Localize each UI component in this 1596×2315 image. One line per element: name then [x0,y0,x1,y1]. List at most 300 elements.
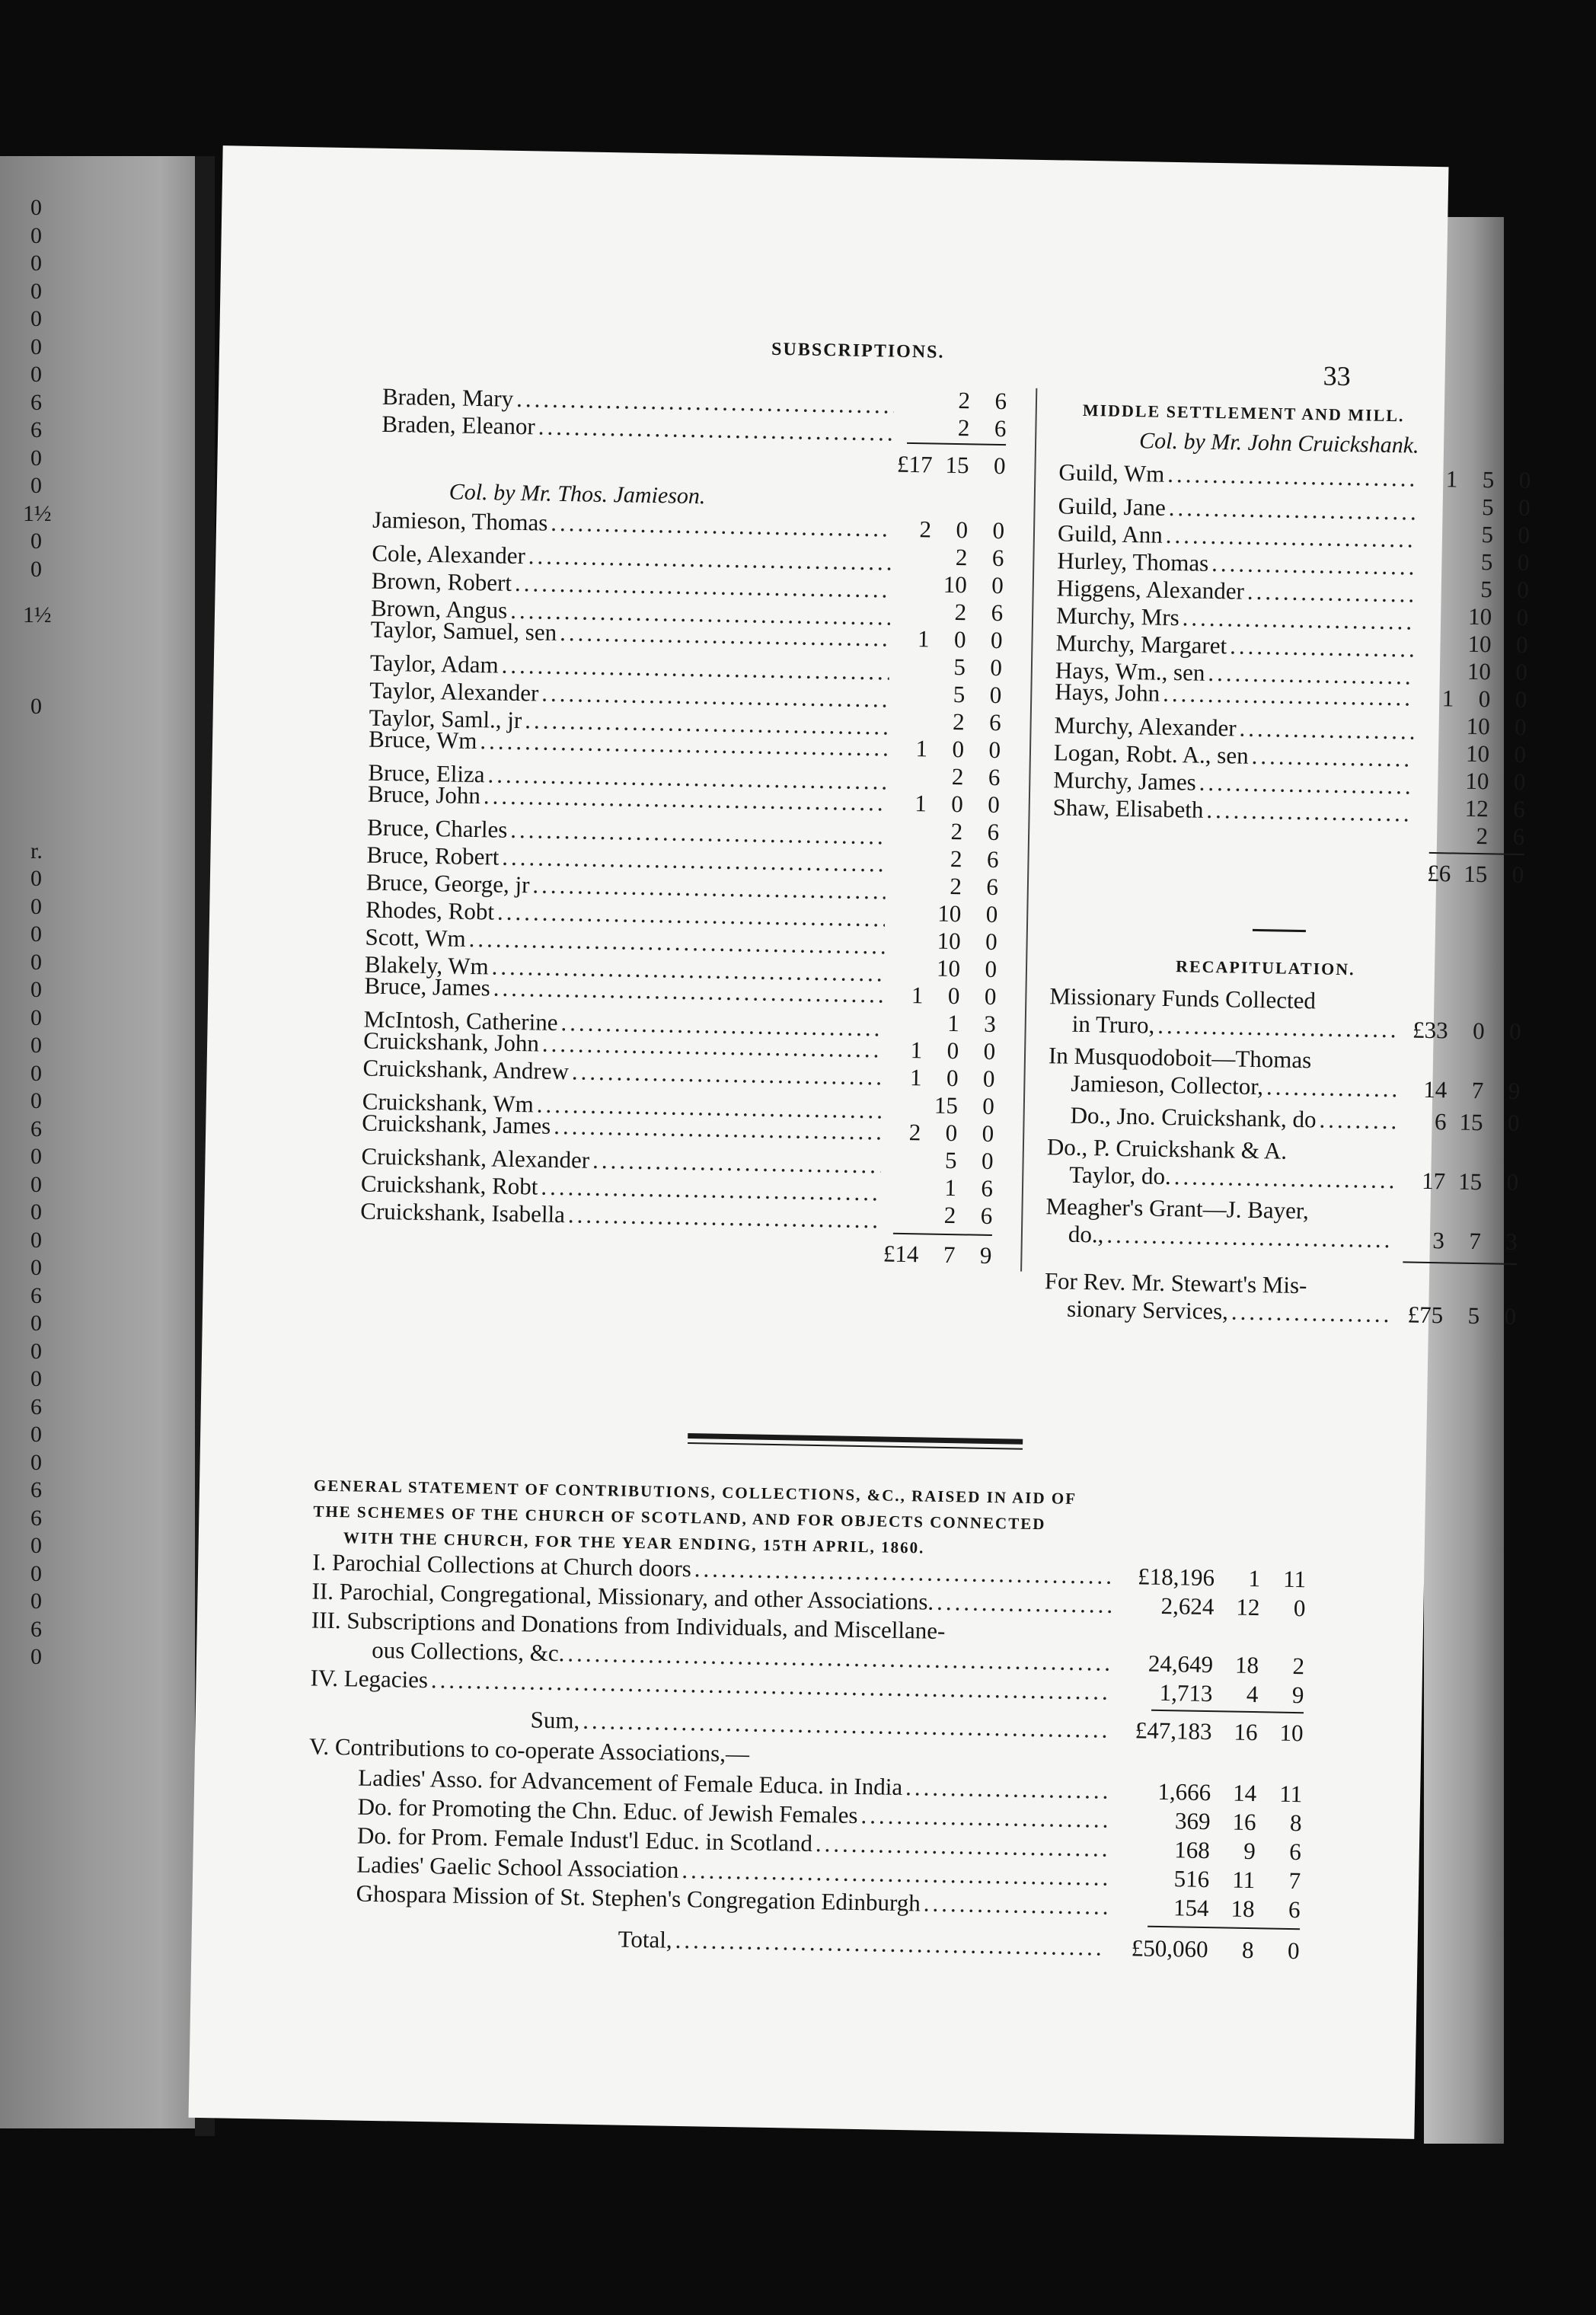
pence [1259,1644,1305,1645]
margin-figure: 6 [30,1282,42,1308]
statement-amount [1109,1893,1301,1924]
pounds: 1 [1445,465,1458,493]
pence: 0 [991,571,1004,599]
previous-page [0,156,202,2128]
pence: 0 [988,736,1001,764]
shillings: 12 [1236,1593,1260,1621]
entry-name: Hays, John [1055,678,1160,707]
margin-figure: 0 [30,1227,42,1253]
pounds [887,927,924,955]
shillings: 0 [956,516,969,544]
pounds [894,543,931,571]
statement-amount [1110,1864,1301,1895]
pence: 6 [988,708,1001,736]
section-heading: RECAPITULATION. [1175,956,1355,979]
pounds [1415,822,1452,850]
shillings: 2 [950,817,963,845]
entry-name: Cruickshank, Wm [362,1087,535,1118]
shillings: 10 [937,899,962,928]
margin-figure: 0 [30,1589,42,1614]
total-amount [879,450,1006,480]
pence: 2 [1292,1652,1305,1680]
pounds [889,845,926,873]
pounds: 2,624 [1160,1592,1215,1620]
leader-dots [923,1890,1106,1921]
entry-name: Cruickshank, James [362,1109,551,1139]
shillings: 1 [944,1173,957,1202]
entry-amount [889,872,999,902]
leader-dots [816,1830,1109,1863]
leader-dots [937,1589,1112,1619]
pounds: 6 [1434,1108,1447,1135]
pounds: £6 [1426,859,1451,887]
shillings: 8 [1241,1936,1254,1964]
pence: 6 [986,845,999,873]
shillings: 10 [1465,739,1490,768]
statement-amount [1113,1678,1304,1709]
pounds [1418,657,1455,685]
shillings: 15 [1463,860,1488,888]
pence: 0 [982,1119,994,1148]
statement-label: Total, [618,1925,673,1953]
pounds [894,570,931,599]
pounds: 24,649 [1148,1649,1214,1678]
pounds [886,1009,923,1037]
entry-name: Bruce, Eliza [368,758,485,788]
pence: 0 [1518,521,1531,549]
pounds [887,954,924,982]
recap-line: In Musquodoboit—Thomas [1048,1042,1312,1074]
entry-amount [1418,657,1528,687]
shillings: 9 [1243,1837,1256,1865]
shillings [1214,1643,1259,1644]
entry-name: Murchy, Mrs [1055,602,1180,631]
recap-amount [1400,1016,1521,1046]
pounds: 2 [919,516,932,543]
statement-amount [1111,1806,1302,1837]
pounds [1418,630,1455,658]
shillings: 2 [951,762,964,790]
pounds [893,598,930,626]
pounds [896,414,934,442]
shillings: 2 [1476,822,1489,850]
statement-label: V. Contributions to co-operate Associations,— [308,1732,750,1767]
margin-figure: 6 [30,1505,42,1531]
leader-dots [1319,1106,1396,1135]
grand-total-row [618,1926,1299,1965]
pence: 0 [1293,1594,1306,1622]
entry-amount [883,1173,994,1202]
pence: 0 [1516,603,1529,631]
shillings: 0 [946,1064,959,1092]
pounds: £18,196 [1138,1563,1215,1592]
entry-amount [1420,520,1531,550]
entry-amount [889,817,1000,847]
entry-name: Murchy, Alexander [1054,711,1237,742]
entry-amount [886,1009,996,1039]
pence: 0 [1514,740,1527,768]
pence: 6 [1512,822,1525,851]
entry-name: Murchy, Margaret [1055,629,1227,659]
pence: 0 [987,790,1001,819]
shillings: 0 [1478,685,1491,713]
margin-figure: 0 [30,1033,42,1058]
pence: 0 [1511,861,1524,889]
margin-figure: 6 [30,1116,42,1142]
shillings: 2 [952,707,965,736]
pence: 6 [994,414,1007,442]
entry-amount [1417,685,1527,714]
total-amount [865,1240,992,1269]
pounds [883,1200,920,1228]
entry-name: McIntosh, Catherine [363,1005,558,1036]
pence: 0 [1514,713,1527,741]
pounds [892,653,930,681]
entry-name: Shaw, Elisabeth [1052,793,1204,823]
entry-name: Taylor, Adam [369,649,499,679]
shillings: 5 [1481,521,1494,548]
recap-line: Meagher's Grant—J. Bayer, [1045,1193,1310,1225]
shillings: 1 [1248,1564,1261,1592]
pounds [1416,739,1454,768]
pence: 0 [985,955,998,983]
pence: 0 [1515,631,1528,659]
pounds: £50,060 [1131,1934,1208,1963]
shillings: 16 [1234,1718,1258,1746]
statement-amount [1112,1777,1303,1808]
entry-name: Higgens, Alexander [1056,574,1245,605]
margin-figure: 0 [30,473,42,498]
entry-amount [889,845,999,874]
leader-dots [1231,1298,1393,1328]
recap-amount [1399,1107,1520,1137]
pounds: 1 [917,625,930,653]
entry-name: Brown, Robert [371,567,512,596]
margin-figure: 0 [30,1311,42,1336]
total-row [359,1231,992,1269]
statement-label: III. Subscriptions and Donations from Individuals, and Miscellane- [311,1606,946,1644]
pounds: 1,666 [1157,1777,1211,1806]
leader-dots [1157,1012,1398,1044]
entry-name: Taylor, Alexander [369,676,539,707]
margin-figure: 0 [30,1560,42,1586]
statement-amount [1111,1835,1302,1866]
statement-label: ous Collections, &c. [371,1636,565,1667]
shillings: 0 [946,1036,959,1065]
recap-amount [1396,1301,1517,1330]
margin-figure: 0 [30,1422,42,1447]
statement-amount [1112,1716,1304,1747]
pounds: 1 [911,982,924,1009]
entry-amount [1420,493,1531,522]
entry-amount [885,1091,995,1121]
shillings: 5 [1480,548,1493,576]
pounds [892,680,929,708]
entry-name: Murchy, James [1053,766,1197,796]
margin-figure: 6 [30,1477,42,1502]
margin-figure: 0 [30,1144,42,1169]
margin-figure: 0 [30,362,42,387]
entry-amount [883,1146,994,1176]
recap-line: Missionary Funds Collected [1049,982,1317,1014]
shillings: 14 [1232,1779,1257,1807]
entry-amount [891,735,1001,765]
margin-figure: 1½ [23,500,52,526]
margin-figure: 0 [30,1644,42,1669]
entry-name: Cruickshank, Robt [360,1170,538,1200]
pence: 6 [1289,1838,1302,1866]
entry-amount [1416,739,1527,769]
pence: 6 [991,544,1004,572]
shillings: 7 [943,1241,956,1269]
entry-name: Cole, Alexander [372,539,526,570]
pounds: £33 [1412,1016,1448,1044]
pence: 6 [980,1202,993,1229]
entry-amount [1419,548,1530,577]
pence: 0 [983,1037,996,1065]
shillings: 4 [1246,1680,1259,1708]
entry-amount [892,653,1003,682]
statement-label: Ladies' Asso. for Advancement of Female Educa. in India [358,1764,903,1801]
pence: 6 [981,1174,994,1202]
shillings: 15 [1457,1167,1483,1196]
pence: 0 [992,516,1005,544]
entry-name: Blakely, Wm [364,950,490,980]
margin-figure: 0 [30,222,42,248]
shillings: 5 [1482,466,1495,493]
margin-figure: r. [30,838,43,864]
leader-dots [1106,1221,1394,1254]
pence: 0 [1507,1109,1520,1137]
pence: 0 [1287,1937,1300,1965]
pence: 6 [991,599,1004,627]
recap-label: Taylor, do. [1069,1161,1172,1190]
recap-line: Do., P. Cruickshank & A. [1046,1133,1288,1164]
pounds [890,762,927,790]
leader-dots [905,1774,1109,1805]
entry-name: Bruce, John [367,780,481,809]
margin-figure: 1½ [23,602,52,627]
shillings: 1 [946,1009,960,1037]
recap-amount [1398,1167,1519,1196]
entry-name: Rhodes, Robt [365,896,495,925]
shillings: 10 [936,954,961,982]
margin-figure: 0 [30,1004,42,1030]
shillings: 2 [958,387,971,414]
margin-figure: 0 [30,1533,42,1558]
entry-amount [887,927,998,956]
shillings: 10 [1466,712,1490,740]
entry-amount [1421,465,1531,495]
shillings: 18 [1234,1651,1259,1679]
shillings: 7 [1471,1076,1484,1104]
pounds: 1,713 [1159,1678,1213,1707]
pence: 3 [983,1010,997,1038]
entry-amount [897,386,1007,416]
margin-figure: 0 [30,1338,42,1364]
margin-figure: 0 [30,1171,42,1197]
pence: 0 [1517,548,1530,576]
margin-figure: 0 [30,556,42,582]
pence: 0 [985,928,998,956]
pence: 0 [1508,1017,1521,1046]
pence: 7 [1288,1866,1301,1895]
entry-name: Scott, Wm [365,923,466,952]
pounds: 1 [1441,685,1454,712]
pence: 6 [988,763,1001,791]
pounds [883,1173,921,1201]
entry-name: Hurley, Thomas [1057,547,1209,576]
pounds: 17 [1421,1167,1446,1195]
pounds: 516 [1173,1865,1210,1893]
shillings: 0 [953,626,966,653]
shillings: 2 [950,845,962,873]
pounds [891,707,928,736]
statement-label: Ladies' Gaelic School Association [356,1850,679,1883]
shillings: 11 [1232,1866,1256,1894]
pounds [1419,575,1456,603]
margin-figure: 0 [30,1088,42,1113]
pounds: 1 [915,735,928,762]
margin-figure: 0 [30,251,42,276]
entry-amount [886,982,997,1011]
pounds [897,386,934,414]
entry-name: Taylor, Samuel, sen [370,615,557,646]
shillings: 0 [952,735,965,763]
pence: 6 [1512,795,1526,823]
entry-amount [1415,822,1525,851]
shillings: 7 [1469,1227,1482,1255]
pence: 6 [994,387,1007,415]
recap-line: For Rev. Mr. Stewart's Mis- [1044,1267,1307,1299]
entry-amount [1418,630,1528,659]
leader-dots [568,1201,880,1234]
pence: 10 [1279,1719,1304,1747]
recap-label: sionary Services, [1066,1295,1229,1325]
entry-name: Bruce, Wm [368,725,477,755]
pence: 0 [993,452,1006,480]
pence: 0 [1506,1168,1519,1196]
entry-amount [886,1036,996,1066]
shillings: 5 [953,653,966,681]
pounds: £75 [1407,1301,1444,1329]
shillings: 10 [1467,657,1492,685]
shillings: 5 [1467,1301,1480,1330]
pence: 0 [984,982,997,1011]
shillings: 15 [945,451,969,479]
pounds [1419,602,1456,631]
pence: 0 [1515,685,1527,714]
pence: 6 [1288,1895,1301,1924]
pence: 0 [1515,658,1528,686]
entry-name: Braden, Mary [381,382,514,412]
entry-name: Taylor, Saml., jr [369,704,522,734]
shillings: 12 [1464,794,1489,822]
margin-figure: 6 [30,1394,42,1419]
entry-name: Guild, Jane [1058,492,1167,521]
pounds [1115,1642,1214,1643]
leader-dots [1163,680,1415,712]
pounds [1416,712,1454,740]
entry-amount [894,570,1004,600]
margin-figure: 0 [30,278,42,304]
pence: 0 [990,626,1003,654]
statement-heading: THE SCHEMES OF THE CHURCH OF SCOTLAND, AND FOR OBJECTS CONNECTED [313,1502,1046,1534]
pounds [1416,767,1453,795]
entry-amount [890,762,1001,792]
entry-amount [895,516,1005,545]
total-row [381,442,1006,480]
statement-label: Do. for Prom. Female Indust'l Educ. in Scotland [356,1822,813,1857]
pence: 9 [979,1241,992,1269]
shillings: 2 [943,1201,956,1229]
pence: 0 [985,900,998,928]
entry-name: Bruce, James [364,972,491,1001]
shillings: 2 [955,544,968,571]
pence: 9 [1508,1077,1521,1105]
shillings: 10 [1465,767,1489,795]
margin-figure: 0 [30,1449,42,1475]
entry-amount [891,707,1001,737]
shillings: 10 [943,570,968,599]
margin-figure: 0 [30,977,42,1002]
entry-amount [892,625,1003,655]
margin-figure: 0 [30,306,42,331]
statement-amount [1115,1642,1305,1645]
pounds [1420,493,1457,521]
recap-label: in Truro, [1071,1010,1155,1039]
shillings: 5 [953,680,966,708]
pounds: £17 [896,450,933,478]
entry-amount [887,954,998,984]
entry-amount [883,1200,993,1230]
statement-amount [1115,1592,1306,1622]
pounds: 14 [1423,1075,1448,1103]
shillings: 2 [954,599,967,626]
statement-label: IV. Legacies [310,1664,429,1694]
shillings: 15 [1459,1108,1483,1136]
leader-dots [860,1802,1109,1834]
leader-dots [1173,1163,1395,1194]
entry-name: Cruickshank, Alexander [361,1142,590,1173]
pounds: 2 [908,1119,921,1146]
pounds: 1 [910,1036,923,1064]
margin-figure: 0 [30,893,42,919]
pounds: 168 [1174,1836,1211,1864]
recap-label: Do., Jno. Cruickshank, do [1070,1101,1317,1133]
pounds: 3 [1432,1227,1445,1254]
entry-name: Hays, Wm., sen [1055,656,1205,686]
pounds [1419,548,1457,576]
recap-label: Jamieson, Collector, [1071,1069,1264,1100]
margin-figure: 0 [30,693,42,719]
pence: 11 [1279,1780,1303,1808]
entry-amount [1415,794,1525,824]
entry-name: Guild, Ann [1057,519,1163,548]
shillings: 5 [1480,576,1493,603]
margin-figure: 0 [30,1366,42,1391]
entry-name: Guild, Wm [1058,458,1165,487]
page-number: 33 [1323,360,1352,392]
recap-amount [1400,1075,1521,1105]
pounds [1420,520,1457,548]
statement-amount [1116,1563,1307,1593]
statement-label: Sum, [530,1706,580,1734]
statement-label: Ghospara Mission of St. Stephen's Congregation Edinburgh [356,1879,921,1917]
pounds: 1 [914,790,927,817]
pence: 0 [1513,768,1526,796]
pence: 6 [987,818,1000,846]
